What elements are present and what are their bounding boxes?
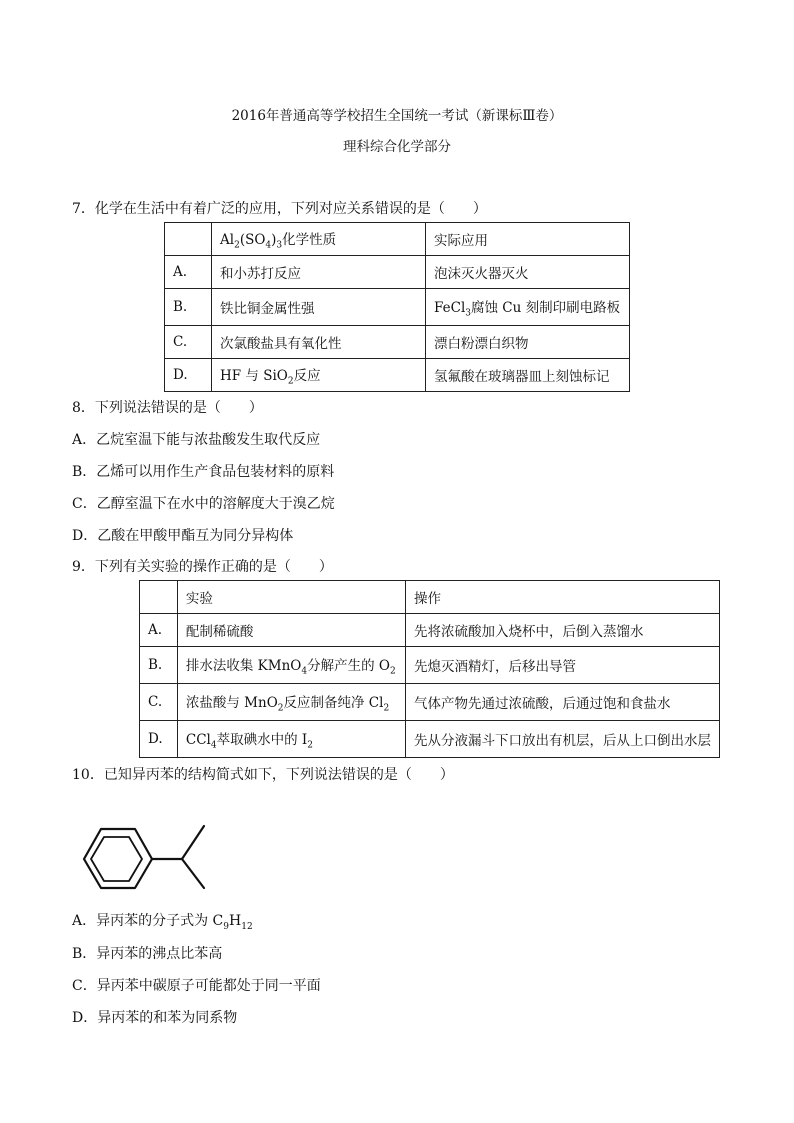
option-label: D. [165, 359, 212, 392]
table-cell: 泡沫灭火器灭火 [426, 256, 630, 289]
q7-table [164, 222, 630, 392]
q9-stem: 9．下列有关实验的操作正确的是（ ） [72, 559, 333, 575]
table-header-cell: 操作 [406, 581, 720, 614]
option-label: C. [165, 326, 212, 359]
table-cell: 和小苏打反应 [212, 256, 426, 289]
table-row [140, 647, 720, 684]
table-row [140, 614, 720, 647]
table-row [165, 256, 630, 289]
table-cell: 铁比铜金属性强 [212, 289, 426, 326]
table-cell: 氢氟酸在玻璃器皿上刻蚀标记 [426, 359, 630, 392]
option-label: B. [140, 647, 178, 684]
table-cell: 先熄灭酒精灯，后移出导管 [406, 647, 720, 684]
q8-option-d: D．乙酸在甲酸甲酯互为同分异构体 [72, 528, 294, 544]
table-cell: HF 与 SiO$_2$反应 [212, 359, 426, 392]
exam-title: 2016年普通高等学校招生全国统一考试（新课标Ⅲ卷） [231, 108, 563, 124]
q9-table [139, 580, 720, 758]
table-cell: 气体产物先通过浓硫酸，后通过饱和食盐水 [406, 684, 720, 721]
q10-option-c: C．异丙苯中碳原子可能都处于同一平面 [72, 978, 321, 994]
table-cell: 次氯酸盐具有氧化性 [212, 326, 426, 359]
q10-option-b: B．异丙苯的沸点比苯高 [72, 946, 223, 962]
table-header-cell: 实验 [177, 581, 405, 614]
table-cell: CCl$_4$萃取碘水中的 $I_2$ [177, 721, 405, 758]
option-label: D. [140, 721, 178, 758]
table-row [165, 359, 630, 392]
table-row [140, 684, 720, 721]
isopropylbenzene-structure [78, 820, 223, 900]
q8-stem: 8．下列说法错误的是（ ） [72, 400, 263, 416]
option-label: A. [165, 256, 212, 289]
option-label: B. [165, 289, 212, 326]
q8-option-b: B．乙烯可以用作生产食品包装材料的原料 [72, 464, 335, 480]
option-label: C. [140, 684, 178, 721]
q10-option-a: A．异丙苯的分子式为 $C_9H_{12}$ [72, 913, 253, 932]
option-label: A. [140, 614, 178, 647]
table-row [165, 326, 630, 359]
q7-stem: 7．化学在生活中有着广泛的应用，下列对应关系错误的是（ ） [72, 201, 487, 217]
q10-option-d: D．异丙苯的和苯为同系物 [72, 1010, 238, 1026]
table-cell: 排水法收集 KMnO$_4$分解产生的 $O_2$ [177, 647, 405, 684]
q10-stem: 10．已知异丙苯的结构简式如下，下列说法错误的是（ ） [72, 767, 454, 783]
table-row [165, 223, 630, 256]
q8-option-a: A．乙烷室温下能与浓盐酸发生取代反应 [72, 432, 321, 448]
table-row [165, 289, 630, 326]
table-cell: 先将浓硫酸加入烧杯中，后倒入蒸馏水 [406, 614, 720, 647]
table-cell [165, 223, 212, 256]
table-row [140, 581, 720, 614]
table-cell: 漂白粉漂白织物 [426, 326, 630, 359]
table-cell: 先从分液漏斗下口放出有机层，后从上口倒出水层 [406, 721, 720, 758]
table-row [140, 721, 720, 758]
table-cell: FeCl$_3$腐蚀 Cu 刻制印刷电路板 [426, 289, 630, 326]
table-cell [140, 581, 178, 614]
q8-option-c: C．乙醇室温下在水中的溶解度大于溴乙烷 [72, 496, 335, 512]
table-cell: 浓盐酸与 MnO$_2$反应制备纯净 $Cl_2$ [177, 684, 405, 721]
table-header-cell: 实际应用 [426, 223, 630, 256]
exam-subtitle: 理科综合化学部分 [343, 139, 451, 155]
table-cell: 配制稀硫酸 [177, 614, 405, 647]
table-header-cell: $Al_2(SO_4)_3$化学性质 [212, 223, 426, 256]
